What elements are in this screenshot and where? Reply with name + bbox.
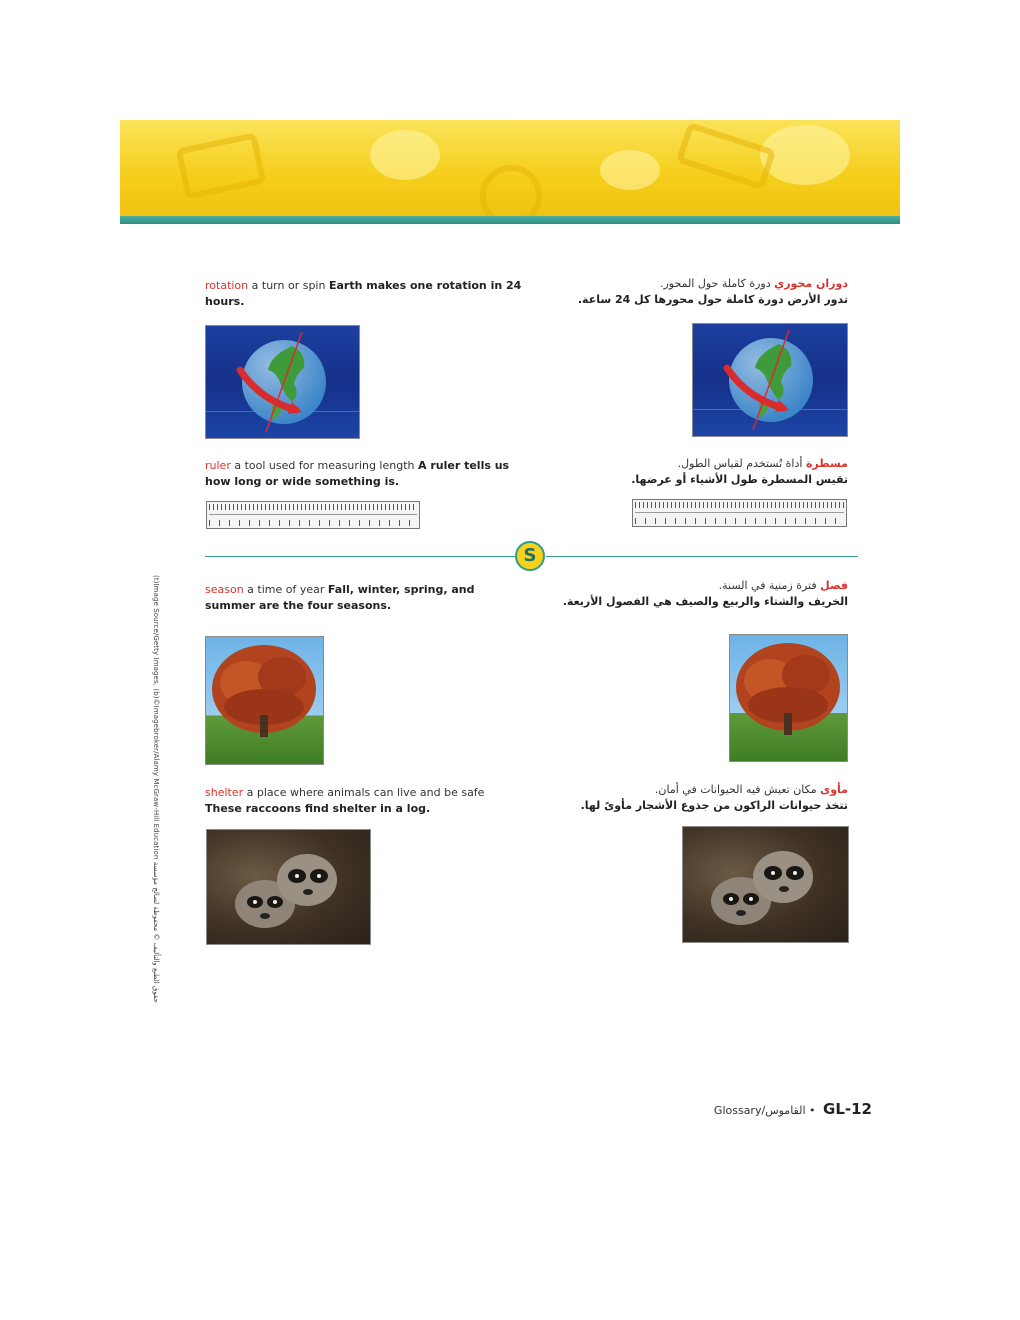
entry-ruler-en bbox=[205, 458, 525, 490]
entry-season-ar bbox=[548, 578, 848, 610]
entry-shelter-en bbox=[205, 785, 525, 817]
example-rotation-ar: تدور الأرض دورة كاملة حول محورها كل 24 ساعة. bbox=[577, 293, 848, 306]
entry-ruler-ar bbox=[548, 456, 848, 488]
entry-shelter-ar bbox=[548, 782, 848, 814]
example-ruler: A ruler tells us how long or wide something is. bbox=[205, 459, 510, 488]
footer-label: Glossary/القاموس bbox=[713, 1104, 806, 1117]
definition-rotation-ar: دورة كاملة حول المحور. bbox=[660, 277, 771, 290]
page-footer bbox=[714, 1100, 872, 1118]
raccoon-image-right bbox=[682, 826, 849, 943]
entry-season-en bbox=[205, 582, 525, 614]
term-season-ar: فصل bbox=[820, 579, 848, 592]
globe-image-left bbox=[205, 325, 360, 439]
example-shelter: These raccoons find shelter in a log. bbox=[205, 802, 431, 815]
photo-credit-text: (t)Image Source/Getty Images, (b)©Imagebroker/Alamy McGraw-Hill Education حقوق الطبع والتأليف © محفوظة لصالح مؤسسة bbox=[152, 575, 160, 1003]
section-letter-badge: S bbox=[515, 541, 545, 571]
page-number: GL-12 bbox=[823, 1100, 872, 1118]
ruler-image-left bbox=[206, 501, 420, 529]
tree-image-left bbox=[205, 636, 324, 765]
example-season: Fall, winter, spring, and summer are the four seasons. bbox=[205, 583, 475, 612]
definition-season-ar: فترة زمنية في السنة. bbox=[718, 579, 817, 592]
entry-rotation-en bbox=[205, 278, 525, 310]
term-shelter: shelter bbox=[205, 786, 244, 799]
section-divider-right bbox=[546, 556, 858, 557]
term-ruler: ruler bbox=[205, 459, 231, 472]
globe-image-right bbox=[692, 323, 848, 437]
section-divider-left bbox=[205, 556, 517, 557]
example-ruler-ar: تقيس المسطرة طول الأشياء أو عرضها. bbox=[631, 473, 848, 486]
example-rotation: Earth makes one rotation in 24 hours. bbox=[205, 279, 522, 308]
term-ruler-ar: مسطرة bbox=[805, 457, 848, 470]
example-shelter-ar: تتخذ حيوانات الراكون من جذوع الأشجار مأوىً لها. bbox=[580, 799, 848, 812]
definition-season: a time of year bbox=[247, 583, 325, 596]
definition-shelter-ar: مكان تعيش فيه الحيوانات في أمان. bbox=[654, 783, 817, 796]
raccoon-image-left bbox=[206, 829, 371, 945]
term-season: season bbox=[205, 583, 244, 596]
definition-ruler-ar: أداة تُستخدم لقياس الطول. bbox=[677, 457, 803, 470]
definition-ruler: a tool used for measuring length bbox=[234, 459, 415, 472]
ruler-image-right bbox=[632, 499, 847, 527]
definition-rotation: a turn or spin bbox=[251, 279, 326, 292]
footer-bullet: • bbox=[809, 1104, 816, 1117]
term-rotation-ar: دوران محوري bbox=[774, 277, 848, 290]
term-rotation: rotation bbox=[205, 279, 249, 292]
tree-image-right bbox=[729, 634, 848, 762]
banner-stripe bbox=[120, 216, 900, 224]
entry-rotation-ar bbox=[548, 276, 848, 308]
example-season-ar: الخريف والشتاء والربيع والصيف هي الفصول الأربعة. bbox=[562, 595, 848, 608]
header-banner bbox=[120, 120, 900, 220]
term-shelter-ar: مأوى bbox=[820, 783, 848, 796]
definition-shelter: a place where animals can live and be safe bbox=[246, 786, 485, 799]
